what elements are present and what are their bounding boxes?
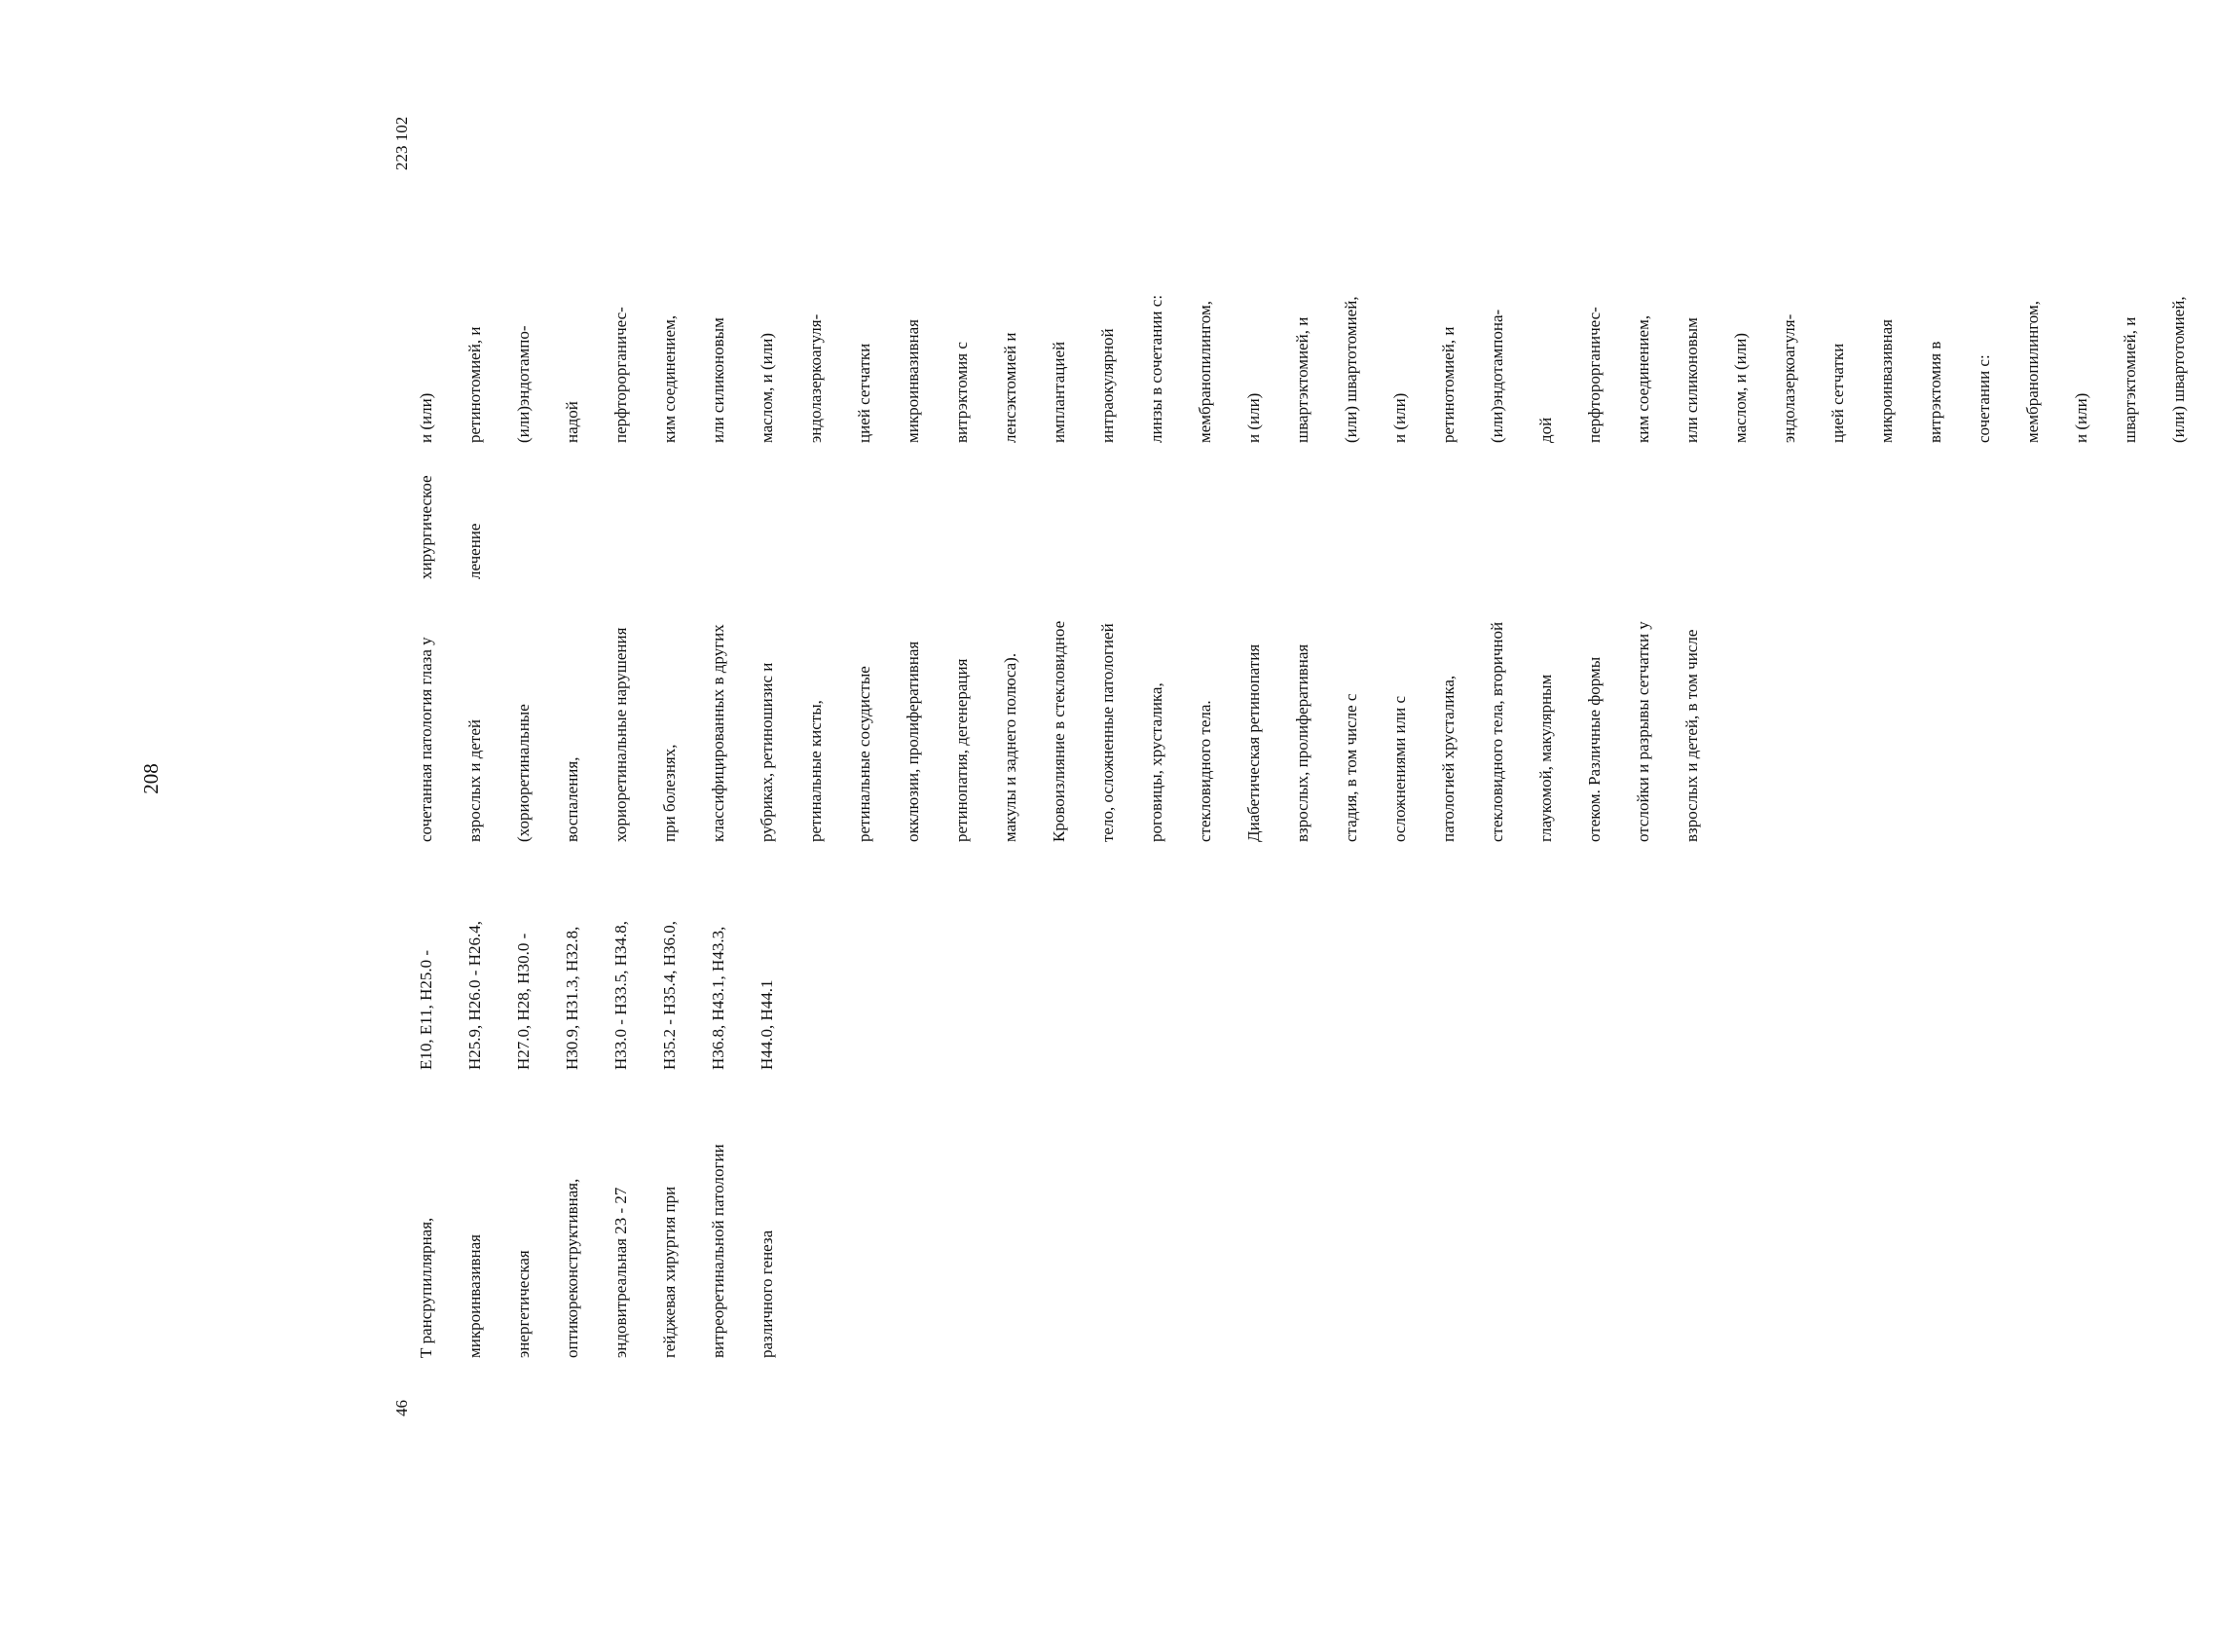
treatment-method-line: цией сетчатки: [1828, 343, 1847, 443]
patient-model-line: рубриках, ретиношизис и: [757, 662, 776, 842]
page-number-container: [131, 735, 170, 823]
treatment-type-line: хирургическое: [417, 475, 435, 579]
patient-model-line: взрослых и детей: [465, 719, 484, 842]
patient-model-line: отслойки и разрывы сетчатки у: [1634, 621, 1652, 842]
patient-model-line: глаукомой, макулярным: [1536, 674, 1555, 842]
patient-model-line: хориоретинальные нарушения: [611, 627, 630, 842]
diagnosis-code-line: Н25.9, Н26.0 - Н26.4,: [465, 921, 484, 1070]
patient-model-line: макулы и заднего полюса).: [1001, 652, 1019, 842]
patient-model-line: Диабетическая ретинопатия: [1244, 643, 1263, 842]
patient-model-line: взрослых и детей, в том числе: [1682, 629, 1701, 842]
procedure-name-line: различного генеза: [757, 1230, 776, 1358]
row-number: 46: [392, 1400, 411, 1416]
treatment-method-line: или силиконовым: [1682, 317, 1701, 443]
treatment-method-line: и (или): [1390, 392, 1409, 443]
treatment-method-line: сочетании с:: [1975, 354, 1993, 443]
treatment-method-line: линзы в сочетании с:: [1147, 294, 1165, 443]
treatment-method-line: перфторорганичес-: [611, 307, 630, 443]
patient-model-line: осложнениями или с: [1390, 695, 1409, 842]
patient-model-cell: [389, 472, 1728, 842]
treatment-method-line: (или) швартотомией,: [2169, 296, 2188, 443]
treatment-type-cell: [389, 433, 511, 579]
treatment-method-line: ким соединением,: [660, 314, 679, 443]
treatment-method-line: швартэктомией, и: [1293, 316, 1311, 443]
diagnosis-code-line: Н36.8, Н43.1, Н43.3,: [709, 926, 727, 1070]
treatment-method-line: (или) швартотомией,: [1342, 296, 1360, 443]
cost-cell: 223 102: [392, 116, 411, 170]
diagnosis-code-line: Н27.0, Н28, Н30.0 -: [514, 933, 533, 1070]
diagnosis-codes-cell: [389, 885, 803, 1070]
diagnosis-code-line: Н44.0, Н44.1: [757, 979, 776, 1070]
diagnosis-code-line: Н35.2 - Н35.4, Н36.0,: [660, 921, 679, 1070]
patient-model-line: ретинопатия, дегенерация: [952, 658, 971, 842]
patient-model-line: стадия, в том числе с: [1342, 693, 1360, 842]
procedure-name-line: гейджевая хирургия при: [660, 1186, 679, 1358]
patient-model-line: ретинальные сосудистые: [855, 666, 873, 842]
patient-model-line: Кровоизлияние в стекловидное: [1050, 620, 1068, 842]
table-row: [389, 116, 2188, 1416]
treatment-method-line: мембранопилингом,: [2023, 301, 2042, 443]
patient-model-line: при болезнях,: [660, 744, 679, 842]
patient-model-line: патологией хрусталика,: [1439, 675, 1458, 842]
treatment-method-line: или силиконовым: [709, 317, 727, 443]
treatment-method-line: микроинвазивная: [1877, 319, 1896, 443]
patient-model-line: взрослых, пролиферативная: [1293, 643, 1311, 842]
patient-model-line: сочетанная патология глаза у: [417, 637, 435, 842]
patient-model-line: (хориоретинальные: [514, 704, 533, 842]
treatment-method-line: (или)эндотампо-: [514, 325, 533, 443]
treatment-method-line: эндолазеркоагуля-: [1780, 313, 1798, 443]
page-number: 208: [138, 763, 163, 794]
patient-model-line: роговицы, хрусталика,: [1147, 682, 1165, 842]
treatment-method-line: ким соединением,: [1634, 314, 1652, 443]
treatment-method-line: (или)эндотампона-: [1488, 309, 1506, 443]
treatment-method-line: надой: [563, 401, 581, 443]
patient-model-line: воспаления,: [563, 756, 581, 842]
procedure-name-line: эндовитреальная 23 - 27: [611, 1187, 630, 1358]
procedure-name-cell: [389, 1066, 803, 1358]
procedure-name-line: витреоретинальной патологии: [709, 1144, 727, 1358]
treatment-method-line: мембранопилингом,: [1196, 301, 1214, 443]
treatment-method-line: перфторорганичес-: [1585, 307, 1604, 443]
patient-model-line: ретинальные кисты,: [806, 700, 825, 842]
treatment-method-line: витрэктомия в: [1926, 341, 1944, 443]
patient-model-line: отеком. Различные формы: [1585, 656, 1604, 842]
treatment-method-line: и (или): [417, 392, 435, 443]
treatment-method-line: дой: [1536, 417, 1555, 443]
treatment-method-line: эндолазеркоагуля-: [806, 313, 825, 443]
treatment-method-line: витрэктомия с: [952, 342, 971, 443]
diagnosis-code-line: Е10, Е11, Н25.0 -: [417, 949, 435, 1070]
treatment-type-line: лечение: [465, 523, 484, 579]
procedure-name-line: оптикореконструктивная,: [563, 1178, 581, 1358]
treatment-method-line: ленсэктомией и: [1001, 332, 1019, 443]
treatment-method-line: цией сетчатки: [855, 343, 873, 443]
treatment-method-line: ретинотомией, и: [465, 326, 484, 443]
treatment-method-line: и (или): [1244, 392, 1263, 443]
patient-model-line: стекловидного тела, вторичной: [1488, 621, 1506, 842]
treatment-method-line: микроинвазивная: [904, 319, 922, 443]
treatment-method-cell: [389, 131, 2215, 443]
treatment-method-line: и (или): [2072, 392, 2090, 443]
patient-model-line: окклюзии, пролиферативная: [904, 641, 922, 842]
procedure-name-line: Т рансрупиллярная,: [417, 1217, 435, 1358]
diagnosis-code-line: Н33.0 - Н33.5, Н34.8,: [611, 921, 630, 1070]
treatment-method-line: ретинотомией, и: [1439, 326, 1458, 443]
patient-model-line: тело, осложненные патологией: [1098, 623, 1117, 842]
diagnosis-code-line: Н30.9, Н31.3, Н32.8,: [563, 926, 581, 1070]
treatment-method-line: маслом, и (или): [757, 333, 776, 443]
treatment-method-line: швартэктомией, и: [2121, 316, 2139, 443]
treatment-method-line: имплантацией: [1050, 341, 1068, 443]
patient-model-line: стекловидного тела.: [1196, 700, 1214, 842]
patient-model-line: классифицированных в других: [709, 624, 727, 842]
procedure-name-line: микроинвазивная: [465, 1234, 484, 1358]
procedure-name-line: энергетическая: [514, 1250, 533, 1358]
treatment-method-line: маслом, и (или): [1731, 333, 1750, 443]
treatment-method-line: интраокулярной: [1098, 328, 1117, 443]
rotated-table-page: [389, 116, 2188, 1416]
